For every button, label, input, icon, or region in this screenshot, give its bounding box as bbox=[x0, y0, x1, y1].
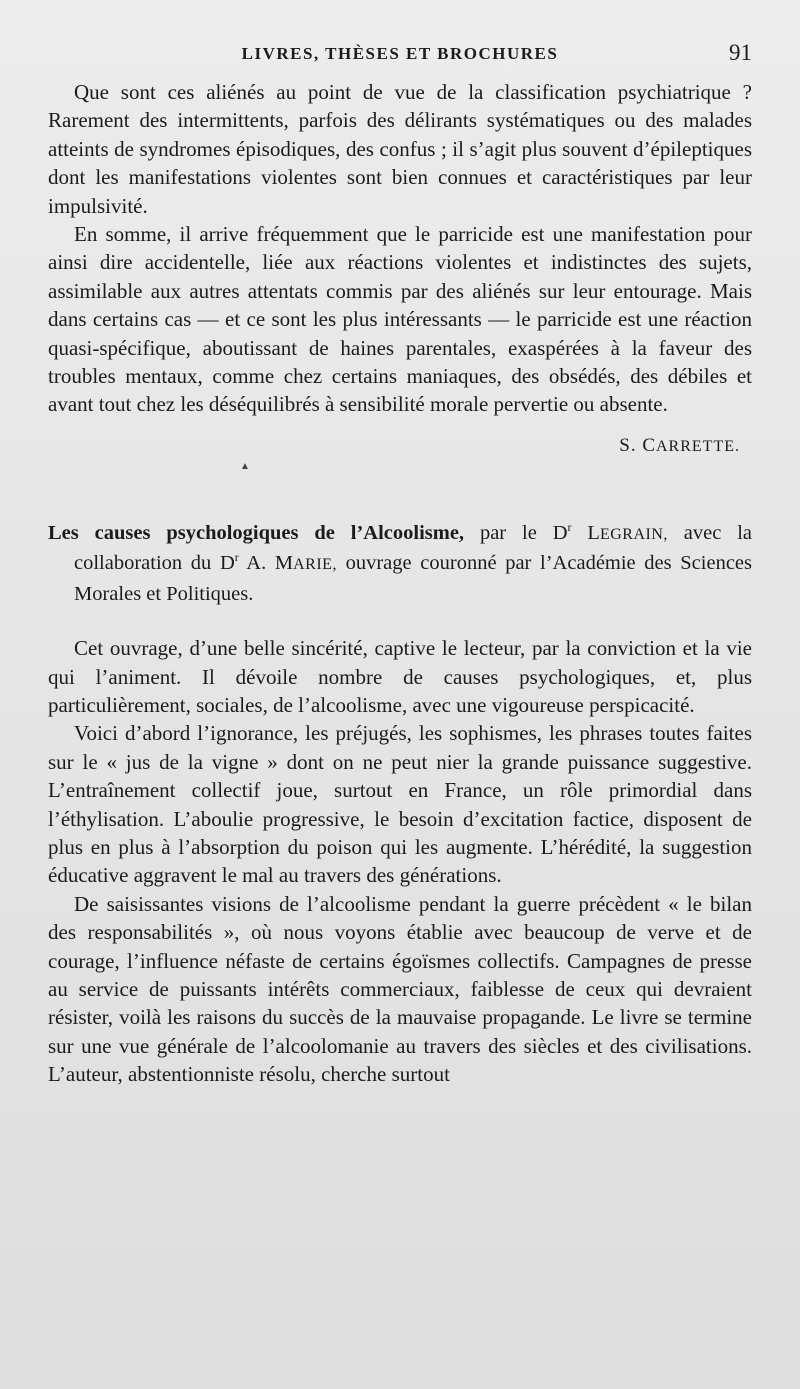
signature-initial: S. C bbox=[619, 434, 656, 456]
paragraph: En somme, il arrive fréquemment que le parricide est une manifestation pour ainsi dire accidentelle, liée aux réactions violentes et indistinctes des sujets, assimilable aux autres attentats commis par des aliénés sur leur entourage. Mais dans certains cas — et ce sont les plus intéressants — le parricide est une réaction quasi-spécifique, aboutissant de haines parentales, exaspérées à la faveur des troubles mentaux, comme chez certains maniaques, des obsédés, des débiles et avant tout chez les déséquilibrés à sensibilité morale pervertie ou absente. bbox=[48, 222, 752, 417]
review-book-title: Les causes psychologiques de l’Alcoolisme, bbox=[48, 521, 465, 544]
review-heading-collab: avec la collaboration du D bbox=[74, 521, 752, 575]
review-heading bbox=[48, 519, 752, 608]
review-heading-sup: r bbox=[234, 550, 239, 565]
article-parricide-conclusion bbox=[48, 78, 752, 457]
review-heading-by: par le D bbox=[464, 521, 568, 544]
author2-prefix: A. M bbox=[238, 552, 294, 575]
review-heading-sup: r bbox=[567, 520, 572, 535]
paragraph: Voici d’abord l’ignorance, les préjugés, les sophismes, les phrases toutes faites sur le « jus de la vigne » dont on ne peut nier la grande puissance suggestive. L’entraînement collectif joue, surtout en France, un rôle primordial dans l’éthylisation. L’aboulie progressive, le besoin d’excitation factice, disposent de plus en plus à l’absorption du poison qui les augmente. L’hérédité, la suggestion éducative aggravent le mal au travers des générations. bbox=[48, 721, 752, 888]
section-separator bbox=[48, 457, 752, 519]
paragraph: Que sont ces aliénés au point de vue de la classification psychiatrique ? Rarement des intermittents, parfois des délirants systématiques ou des malades atteints de syndromes épisodiques, des confus ; il s’agit plus souvent d’épileptiques dont les manifestations violentes sont bien connues et caractéristiques par leur impulsivité. bbox=[48, 80, 752, 218]
review-alcoolisme bbox=[48, 519, 752, 1089]
author2-rest: ARIE, bbox=[293, 556, 337, 574]
author1-initial: L bbox=[571, 521, 600, 544]
running-title: LIVRES, THÈSES ET BROCHURES bbox=[241, 44, 559, 63]
signature-rest: ARRETTE. bbox=[656, 437, 740, 455]
page-number: 91 bbox=[729, 40, 752, 65]
author-signature bbox=[48, 435, 752, 457]
separator-mark: ▲ bbox=[240, 460, 250, 472]
paragraph: De saisissantes visions de l’alcoolisme pendant la guerre précèdent « le bilan des responsabilités », où nous voyons établie avec beaucoup de verve et de courage, l’influence néfaste de certains égoïsmes collectifs. Campagnes de presse au service de puissants intérêts commerciaux, faiblesse de ceux qui devraient résister, voilà les raisons du succès de la mauvaise propagande. Le livre se termine sur une vue générale de l’alcoolomanie au travers des siècles et des civilisations. L’auteur, abstentionniste résolu, cherche surtout bbox=[48, 891, 752, 1087]
paragraph: Cet ouvrage, d’une belle sincérité, captive le lecteur, par la conviction et la vie qui l’animent. Il dévoile nombre de causes psychologiques, et, plus particulièrement, sociales, de l’alcoolisme, avec une vigoureuse perspicacité. bbox=[48, 636, 752, 717]
review-heading-end: ouvrage couronné par l’Académie des Sciences Morales et Politiques. bbox=[74, 552, 753, 605]
running-head bbox=[48, 36, 752, 74]
author1-rest: EGRAIN, bbox=[599, 525, 668, 543]
